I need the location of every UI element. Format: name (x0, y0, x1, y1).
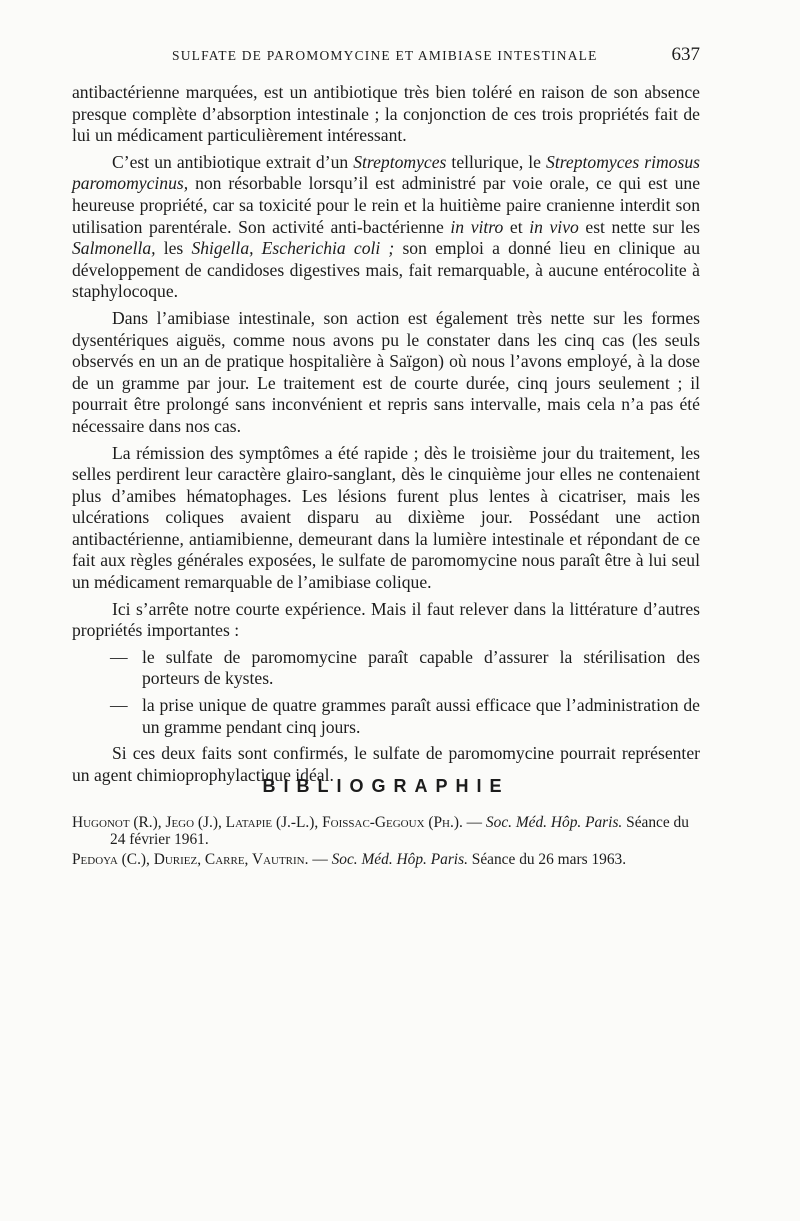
article-body (72, 82, 700, 791)
bibliography-heading: BIBLIOGRAPHIE (262, 776, 510, 796)
reference-authors: Hugonot (R.), Jego (J.), Latapie (J.-L.), Foissac-Gegoux (Ph.). (72, 814, 463, 831)
text-run: non résorbable lorsqu’il est administré par voie orale, ce qui est une heureuse propriété, car sa toxicité pour le rein et la huitième paire cranienne interdit son utilisation parentérale. Son activité anti-bactérienne (72, 173, 700, 237)
paragraph-5: Ici s’arrête notre courte expérience. Mais il faut relever dans la littérature d’autres propriétés importantes : (72, 598, 700, 641)
reference-journal: Soc. Méd. Hôp. Paris. (331, 850, 468, 868)
reference-separator: — (462, 814, 486, 831)
text-run: son emploi a donné lieu en clinique au développement de candidoses digestives mais, fait remarquable, à aucune entérocolite à staphylocoque. (72, 238, 701, 302)
paragraph-2 (72, 152, 700, 303)
reference-separator: — (308, 850, 332, 868)
page-number: 637 (671, 44, 700, 65)
reference-session: Séance du 24 février 1961. (110, 814, 689, 849)
reference-item (72, 814, 700, 849)
italic-run: Streptomyces rimosus paromomycinus, (72, 151, 700, 194)
italic-run: in vivo (529, 216, 579, 237)
dash-marker: — (110, 646, 128, 667)
italic-run: in vitro (450, 216, 504, 237)
paragraph-3: Dans l’amibiase intestinale, son action est également très nette sur les formes dysentériques aiguës, comme nous avons pu le constater dans les cinq cas (les seuls observés en un an de pratique hospitalière à Saïgon) où nous l’avons employé, à la dose de un gramme par jour. Le traitement est de courte durée, cinq jours seulement ; il pourrait être prolongé sans inconvénient et repris sans intervalle, mais cela n’a pas été nécessaire dans nos cas. (72, 307, 700, 436)
text-run: est nette sur les (578, 216, 700, 237)
text-run: tellurique, le (446, 151, 547, 172)
reference-authors: Pedoya (C.), Duriez, Carre, Vautrin. (72, 850, 309, 868)
italic-run: Shigella, Escherichia coli ; (191, 238, 395, 259)
dash-list-item (110, 695, 700, 738)
dash-item-text: la prise unique de quatre grammes paraît aussi efficace que l’administration de un gramme pendant cinq jours. (142, 695, 700, 737)
reference-journal: Soc. Méd. Hôp. Paris. (485, 814, 623, 831)
dash-marker: — (110, 695, 128, 716)
text-run: C’est un antibiotique extrait d’un (112, 151, 354, 172)
text-run: les (155, 238, 192, 259)
reference-item (72, 851, 700, 868)
dash-list-item (110, 647, 700, 690)
reference-list (72, 814, 700, 870)
paragraph-1: antibactérienne marquées, est un antibiotique très bien toléré en raison de son absence presque complète d’absorption intestinale ; la conjonction de ces trois propriétés fait de lui un médicament particulièrement intéressant. (72, 82, 700, 146)
paragraph-4: La rémission des symptômes a été rapide ; dès le troisième jour du traitement, les selles perdirent leur caractère glairo-sanglant, dès le cinquième jour elles ne contenaient plus d’amibes hématophages. Les lésions furent plus lentes à cicatriser, mais les ulcérations coliques avaient disparu au dixième jour. Possédant une action antibactérienne, antiamibienne, demeurant dans la lumière intestinale et répondant de ce fait aux règles générales exposées, le sulfate de paromomycine nous paraît être à lui seul un médicament remarquable de l’amibiase colique. (72, 442, 700, 593)
reference-session: Séance du 26 mars 1963. (467, 850, 627, 868)
text-run: et (503, 216, 530, 237)
running-title: SULFATE DE PAROMOMYCINE ET AMIBIASE INTESTINALE (172, 48, 598, 63)
paragraph-6: Si ces deux faits sont confirmés, le sulfate de paromomycine pourrait représenter un agent chimioprophylactique idéal. (72, 743, 700, 785)
running-head (72, 46, 700, 70)
dash-item-text: le sulfate de paromomycine paraît capable d’assurer la stérilisation des porteurs de kystes. (142, 646, 700, 689)
italic-run: Salmonella, (72, 238, 156, 259)
italic-run: Streptomyces (353, 151, 447, 172)
